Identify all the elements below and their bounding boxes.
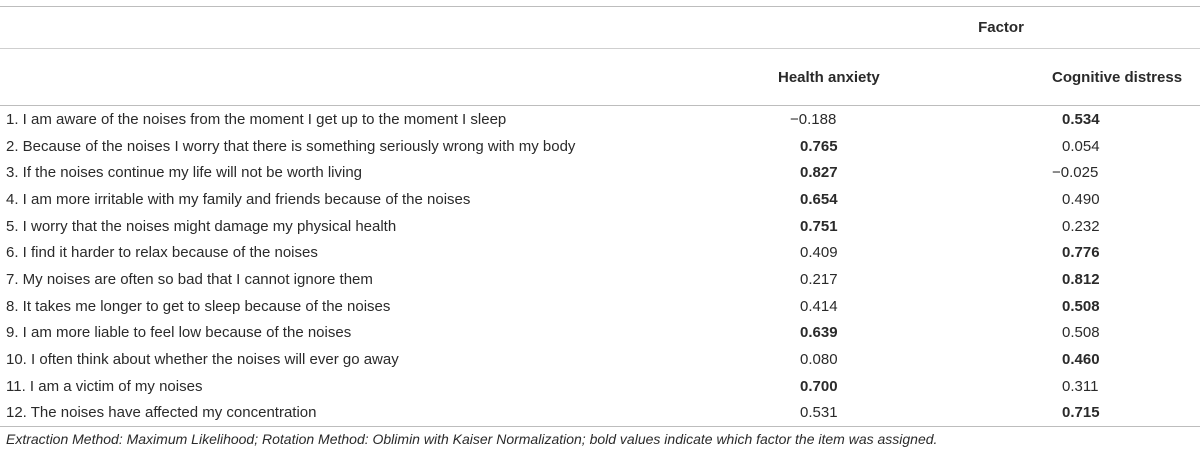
table-row: [0, 320, 1200, 347]
item-text: 8. It takes me longer to get to sleep because of the noises: [6, 297, 391, 315]
cognitive-distress-value: 0.508: [1062, 324, 1100, 342]
empty-header-cell: [0, 7, 762, 49]
table-row: [0, 346, 1200, 373]
health-anxiety-value: 0.751: [800, 217, 838, 235]
health-anxiety-header: Health anxiety: [762, 49, 962, 106]
health-anxiety-value: 0.217: [800, 270, 838, 288]
health-anxiety-value: 0.700: [800, 377, 838, 395]
health-anxiety-value: −0.188: [762, 106, 962, 133]
factor-header-row: [0, 7, 1200, 49]
item-text: 3. If the noises continue my life will not be worth living: [6, 164, 363, 182]
cognitive-distress-value: 0.490: [1062, 190, 1100, 208]
health-anxiety-value: 0.654: [800, 190, 838, 208]
cognitive-distress-value: 0.812: [1062, 270, 1100, 288]
item-text: 4. I am more irritable with my family and friends because of the noises: [6, 190, 471, 208]
health-anxiety-value: 0.080: [800, 351, 838, 369]
cognitive-distress-value: 0.054: [1062, 137, 1100, 155]
table-row: [0, 213, 1200, 240]
item-text: 11. I am a victim of my noises: [6, 377, 203, 395]
column-header-row: [0, 49, 1200, 106]
table-row: [0, 106, 1200, 133]
table-row: [0, 293, 1200, 320]
item-text: 2. Because of the noises I worry that there is something seriously wrong with my body: [6, 137, 576, 155]
table-row: [0, 400, 1200, 427]
item-header-cell: [0, 49, 762, 106]
cognitive-distress-value: 0.311: [1062, 377, 1099, 395]
cognitive-distress-value: 0.508: [1062, 297, 1100, 315]
table-row: [0, 159, 1200, 186]
cognitive-distress-value: 0.232: [1062, 217, 1100, 235]
cognitive-distress-value: 0.534: [962, 106, 1200, 133]
item-text: 10. I often think about whether the noises will ever go away: [6, 351, 399, 369]
table-row: [0, 239, 1200, 266]
health-anxiety-value: 0.765: [800, 137, 838, 155]
table-header: [0, 7, 1200, 106]
table-row: [0, 186, 1200, 213]
table-row: [0, 373, 1200, 400]
item-text: 5. I worry that the noises might damage my physical health: [6, 217, 397, 235]
cognitive-distress-value: 0.776: [1062, 244, 1100, 262]
item-text: 1. I am aware of the noises from the moment I get up to the moment I sleep: [0, 106, 762, 133]
table-footnote: Extraction Method: Maximum Likelihood; Rotation Method: Oblimin with Kaiser Normalization; bold values indicate which factor the item was assigned.: [6, 431, 938, 447]
factor-loadings-table: [0, 6, 1200, 427]
health-anxiety-value: 0.639: [800, 324, 838, 342]
table-row: [0, 133, 1200, 160]
health-anxiety-value: 0.414: [800, 297, 838, 315]
health-anxiety-value: 0.531: [762, 400, 962, 427]
cognitive-distress-header: Cognitive distress: [962, 49, 1200, 106]
factor-group-header: Factor: [762, 7, 1200, 49]
health-anxiety-value: 0.827: [800, 164, 838, 182]
item-text: 6. I find it harder to relax because of the noises: [6, 244, 318, 262]
cognitive-distress-value: −0.025: [1052, 164, 1099, 182]
item-text: 9. I am more liable to feel low because of the noises: [6, 324, 352, 342]
health-anxiety-value: 0.409: [800, 244, 838, 262]
item-text: 12. The noises have affected my concentration: [0, 400, 762, 427]
table-row: [0, 266, 1200, 293]
table-body: [0, 106, 1200, 427]
item-text: 7. My noises are often so bad that I cannot ignore them: [6, 270, 373, 288]
cognitive-distress-value: 0.715: [962, 400, 1200, 427]
cognitive-distress-value: 0.460: [1062, 351, 1100, 369]
